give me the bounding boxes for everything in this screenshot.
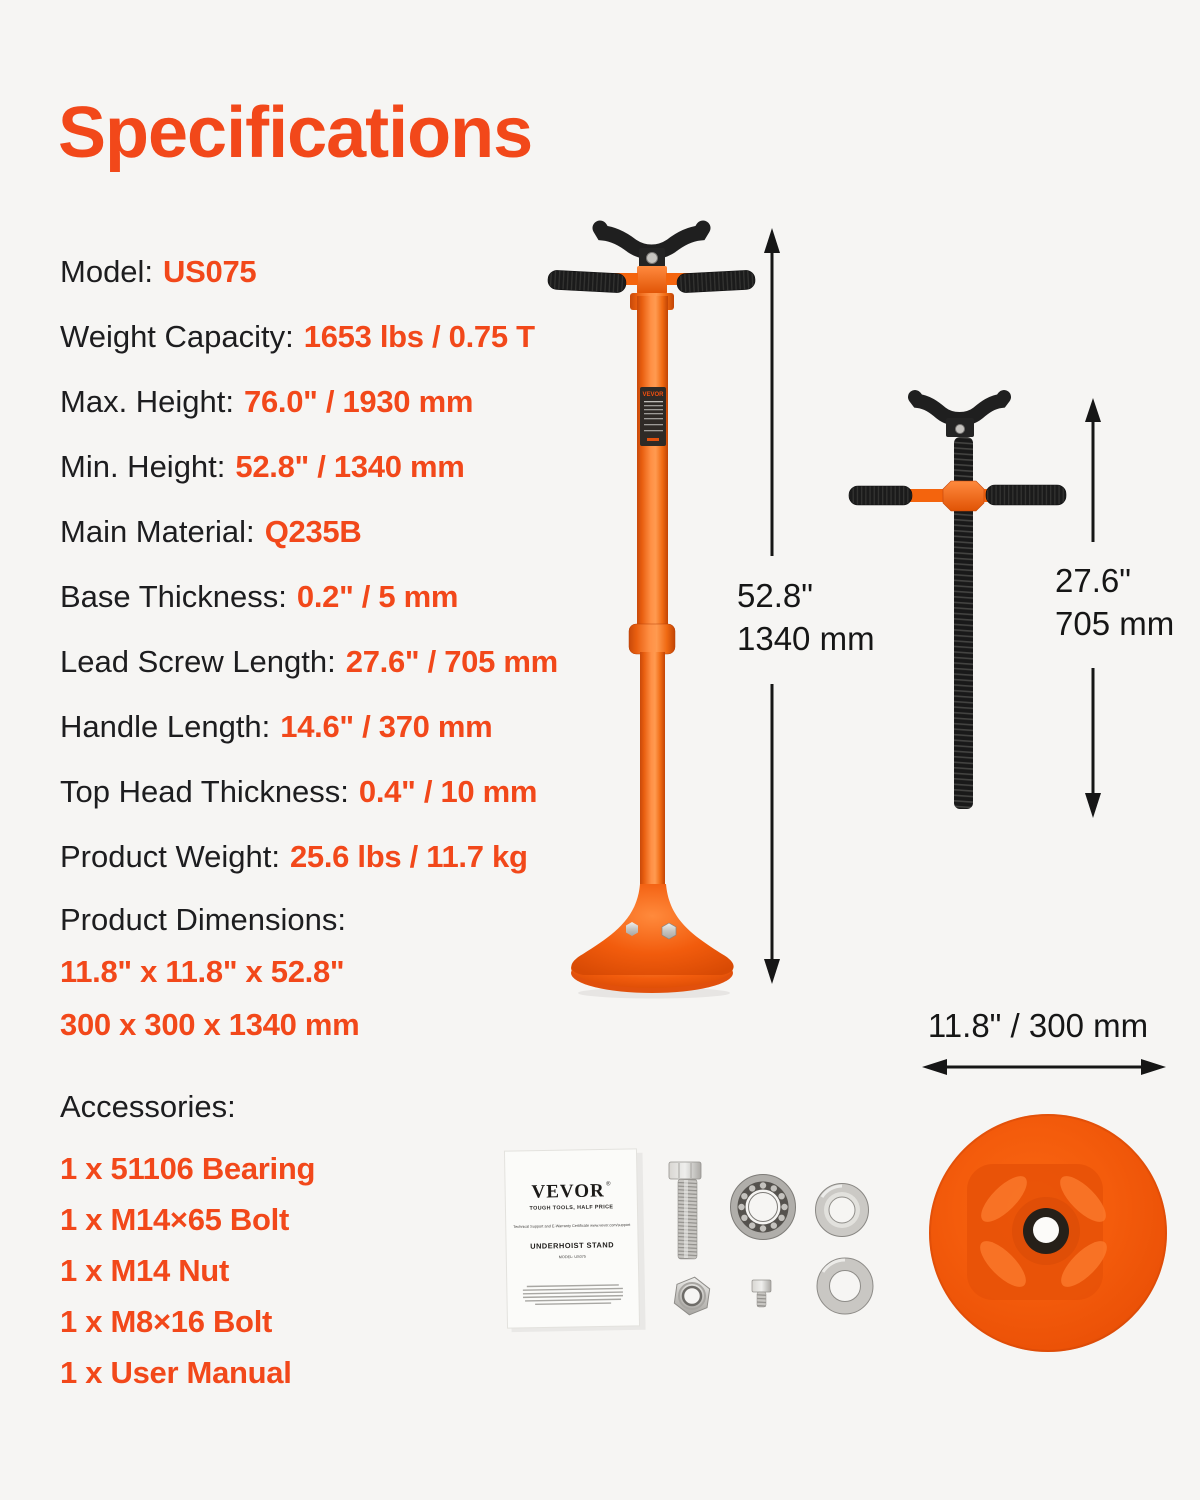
- spec-label-main-material: Main Material:: [60, 514, 255, 549]
- spec-label-min-height: Min. Height:: [60, 449, 226, 484]
- manual-support-line: Technical Support and E-Warranty Certificate www.vevor.com/support: [513, 1222, 631, 1230]
- manual-reg-mark: ®: [605, 1181, 611, 1188]
- spec-value-weight-capacity: 1653 lbs / 0.75 T: [303, 319, 535, 354]
- stand-height-dimension: [737, 228, 875, 984]
- stand-bolt-right: [662, 923, 676, 939]
- 51106-bearing: [731, 1175, 796, 1240]
- stand-base-flare: [571, 884, 733, 975]
- spec-label-handle-length: Handle Length:: [60, 709, 271, 744]
- stand-lower-tube: [640, 652, 665, 888]
- spec-label-product-weight: Product Weight:: [60, 839, 280, 874]
- stand-label-brand: VEVOR: [642, 392, 664, 398]
- user-manual: [504, 1149, 645, 1332]
- stand-height-inches: 52.8": [737, 577, 813, 614]
- screw-handle-grip-left: [849, 486, 912, 505]
- base-center-hole: [1033, 1217, 1059, 1243]
- screw-handle-arm-left: [909, 489, 945, 502]
- spec-value-model: US075: [163, 254, 257, 289]
- accessory-text-m14-nut: 1 x M14 Nut: [60, 1253, 229, 1288]
- spec-label-max-height: Max. Height:: [60, 384, 235, 419]
- spec-value-top-head-thickness: 0.4" / 10 mm: [358, 774, 538, 809]
- spec-value-dimensions-metric: 300 x 300 x 1340 mm: [60, 1007, 360, 1042]
- spec-value-lead-screw-length: 27.6" / 705 mm: [345, 644, 558, 679]
- arrow-down-icon: [764, 959, 780, 984]
- screw-hub: [943, 481, 984, 511]
- screw-length-mm: 705 mm: [1055, 605, 1175, 642]
- accessory-text-bearing: 1 x 51106 Bearing: [60, 1151, 316, 1186]
- manual-tagline: TOUGH TOOLS, HALF PRICE: [529, 1204, 614, 1212]
- spec-value-product-weight: 25.6 lbs / 11.7 kg: [289, 839, 528, 874]
- stand-warning-label: [640, 387, 666, 446]
- spec-value-min-height: 52.8" / 1340 mm: [235, 449, 465, 484]
- manual-brand: VEVOR: [531, 1180, 605, 1203]
- manual-model-line: MODEL: US075: [558, 1254, 586, 1260]
- screw-length-dimension: [1055, 398, 1174, 818]
- m8x16-bolt: [752, 1280, 771, 1307]
- spec-label-base-thickness: Base Thickness:: [60, 579, 287, 614]
- spec-value-dimensions-inches: 11.8" x 11.8" x 52.8": [60, 954, 345, 989]
- stand-handle-grip-right: [677, 270, 756, 293]
- spec-value-handle-length: 14.6" / 370 mm: [280, 709, 493, 744]
- screw-saddle-pin: [956, 425, 965, 434]
- accessory-text-user-manual: 1 x User Manual: [60, 1355, 292, 1390]
- screw-saddle: [915, 397, 1004, 419]
- spec-label-model: Model:: [60, 254, 154, 289]
- screw-handle-grip-right: [986, 485, 1066, 505]
- arrow-right-icon: [1141, 1059, 1166, 1075]
- spec-value-max-height: 76.0" / 1930 mm: [244, 384, 474, 419]
- spec-value-base-thickness: 0.2" / 5 mm: [296, 579, 459, 614]
- page-title: Specifications: [58, 93, 533, 173]
- screw-length-inches: 27.6": [1055, 562, 1131, 599]
- stand-mid-collar: [629, 624, 675, 654]
- spec-value-main-material: Q235B: [264, 514, 362, 549]
- stand-upper-tube: [637, 296, 668, 626]
- spec-label-top-head-thickness: Top Head Thickness:: [60, 774, 349, 809]
- stand-saddle-pin: [647, 253, 658, 264]
- lead-screw-illustration: [849, 397, 1066, 809]
- stand-height-mm: 1340 mm: [737, 620, 875, 657]
- underhoist-stand-illustration: [548, 228, 756, 999]
- m14-nut: [673, 1275, 711, 1317]
- base-bottom-view: [922, 1007, 1167, 1352]
- spec-label-product-dimensions: Product Dimensions:: [60, 902, 347, 937]
- base-width-dimension: [922, 1059, 1166, 1075]
- accessories-label: Accessories:: [60, 1089, 236, 1124]
- spec-label-weight-capacity: Weight Capacity:: [60, 319, 294, 354]
- stand-handle-grip-left: [548, 270, 627, 293]
- spec-label-lead-screw-length: Lead Screw Length:: [60, 644, 336, 679]
- m14x65-bolt: [669, 1162, 701, 1259]
- stand-hub: [637, 266, 667, 294]
- arrow-down-icon: [1085, 793, 1101, 818]
- base-width-label: 11.8" / 300 mm: [927, 1007, 1149, 1044]
- manual-product-title: UNDERHOIST STAND: [530, 1240, 615, 1251]
- bearing-race-ring: [816, 1184, 869, 1237]
- accessory-text-m14x65-bolt: 1 x M14×65 Bolt: [60, 1202, 289, 1237]
- flat-washer: [817, 1258, 873, 1314]
- accessory-text-m8x16-bolt: 1 x M8×16 Bolt: [60, 1304, 273, 1339]
- accessories-photo: [504, 1149, 873, 1332]
